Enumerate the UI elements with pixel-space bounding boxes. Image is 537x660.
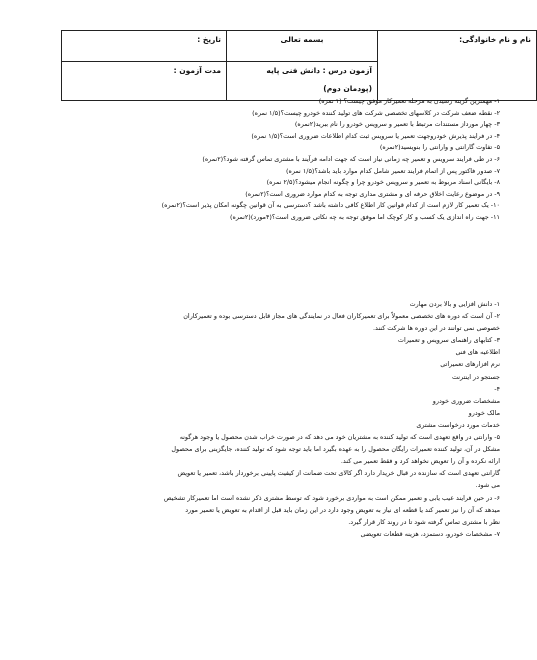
exam-title-cell [227,62,378,101]
question-5: ۵- تفاوت گارانتی و وارانتی را بنویسید(۲نمره) [379,143,500,152]
question-6: ۶- در طی فرایند سرویس و تعمیر چه زمانی نیاز است که جهت ادامه فرآیند با مشتری تماس گرفته شود؟(۲نمره) [202,154,500,163]
answer-line: جستجو در اینترنت [452,372,500,381]
exam-title: آزمون درس : دانش فنی پایه [266,66,372,75]
question-4: ۴- در فرایند پذیرش خودروجهت تعمیر یا سرویس ثبت کدام اطلاعات ضروری است؟(۱/۵ نمره) [251,131,500,140]
answer-line: میدهد که آن را نیز تعمیر کند یا قطعه ای نیاز به تعویض وجود دارد در این زمان باید قبل از اقدام به تعویض یا تعمیر مورد [185,505,500,514]
question-3: ۳- چهار مورداز مستندات مرتبط با تعمیر و سرویس خودرو را نام ببرید(۲نمره) [294,120,500,129]
basmala-cell [227,31,378,62]
basmala: بسمه تعالی [280,35,324,44]
answer-line: ۷- مشخصات خودرو، دستمزد، هزینه قطعات تعویضی [360,529,500,538]
answer-line: ۵- وارانتی در واقع تعهدی است که تولید کننده به مشتریان خود می دهد که در صورت خراب شدن محصول یا وجود هرگونه [179,433,500,442]
name-label: نام و نام خانوادگی: [459,35,531,44]
answer-line: ارائه نکرده و آن را تعویض نخواهد کرد و فقط تعمیر می کند. [340,457,500,466]
question-11: ۱۱- جهت راه اندازی یک کسب و کار کوچک اما موفق توجه به چه نکاتی ضروری است؟(۴مورد)(۲نمره) [230,212,500,221]
exam-subtitle: (پودمان دوم) [323,84,372,93]
question-10: ۱۰- یک تعمیر کار لازم است از کدام قوانین کار اطلاع کافی داشته باشد ؟دسترسی به آن قوانین چگونه امکان پذیر است؟(۲نمره) [161,201,500,210]
answer-line: نظر با مشتری تماس گرفته شود تا در روند کار قرار گیرد. [348,517,500,526]
exam-header-table [61,30,537,101]
date-label: تاریخ : [197,35,221,44]
question-7: ۷- صدور فاکتور پس از اتمام فرایند تعمیر شامل کدام موارد باید باشد؟(۱/۵ نمره) [285,166,500,175]
answer-line: ۴- [494,384,500,393]
answers-list [36,298,500,540]
answer-line: ۲- آن است که دوره های تخصصی معمولاً برای تعمیرکاران فعال در نمایندگی های مجاز قابل دسترسی بوده و تعمیرکاران [183,312,500,321]
answer-line: خصوصی نمی توانند در این دوره ها شرکت کنند. [372,324,500,333]
answer-line: مشخصات ضروری خودرو [432,396,500,405]
duration-cell [62,62,227,101]
answer-line: ۳- کتابهای راهنمای سرویس و تعمیرات [397,336,500,345]
date-cell [62,31,227,62]
question-8: ۸- بایگانی اسناد مربوط به تعمیر و سرویس خودرو چرا و چگونه انجام میشود؟(۲/۵ نمره) [266,178,500,187]
name-cell [378,31,537,101]
question-9: ۹- در موضوع رعایت اخلاق حرفه ای و مشتری مداری توجه به کدام موارد ضروری است؟(۲نمره) [245,189,500,198]
answer-line: اطلاعیه های فنی [455,348,500,357]
answer-line: گارانتی تعهدی است که سازنده در قبال خریدار دارد اگر کالای تحت ضمانت از کیفیت پایینی برخوردار باشد، تعمیر یا تعویض [177,469,500,478]
question-1: ۱- مهمترین گزینه رسیدن به مرحله تعمیرکار موفق چیست؟ (۱ نمره) [318,97,500,105]
questions-list [36,96,500,224]
answer-line: مشکل در آن، تولید کننده تعمیرات رایگان محصول را به عهده بگیرد اما باید توجه شود که تولید کننده، جایگزینی برای محصول [171,445,500,454]
answer-line: خدمات مورد درخواست مشتری [416,420,500,429]
answer-line: نرم افزارهای تعمیراتی [440,360,500,369]
question-2: ۲- نقطه ضعف شرکت در کلاسهای تخصصی شرکت های تولید کننده خودرو چیست؟(۱/۵ نمره) [252,108,500,117]
duration-label: مدت آزمون : [173,66,221,75]
answer-line: ۱- دانش افزایی و بالا بردن مهارت [409,300,500,308]
answer-line: می شود. [475,481,500,490]
answer-line: ۶- در حین فرایند عیب یابی و تعمیر ممکن است به مواردی برخورد شود که توسط مشتری ذکر نشده است اما تعمیرکار تشخیص [163,493,500,502]
answer-line: مالک خودرو [468,408,500,417]
